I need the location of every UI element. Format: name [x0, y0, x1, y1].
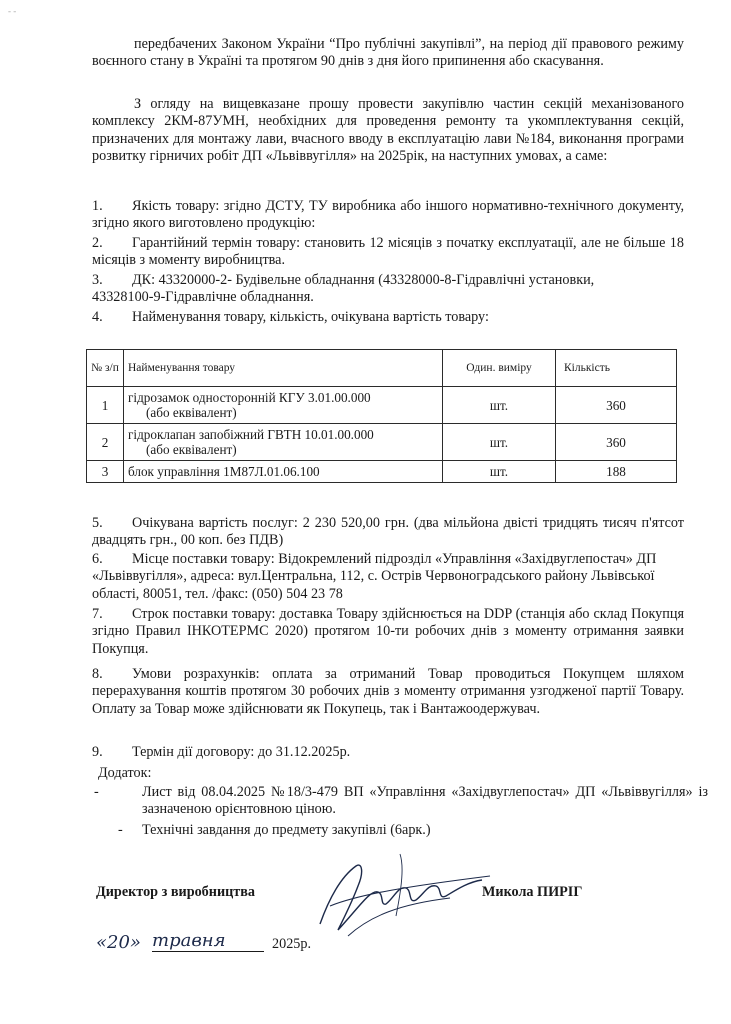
condition-number: 2.	[92, 235, 103, 251]
attachment-item	[118, 822, 684, 839]
condition-text: Місце поставки товару: Відокремлений підрозділ «Управління «Західвуглепостач» ДП «Львіввугілля», адреса: вул.Центральна, 112, с. Острів Червоноградського району Львівської області, 80051, тел. /факс: (050) 504 23 78	[92, 551, 657, 602]
attachments-label: Додаток:	[98, 765, 152, 781]
attachment-dash: -	[118, 822, 123, 838]
signature-block	[96, 874, 616, 910]
header-no: № з/п	[87, 350, 124, 387]
condition-text: Гарантійний термін товару: становить 12 місяців з початку експлуатації, але не більше 18 місяців з моменту виробництва.	[92, 235, 684, 269]
table-header-row	[87, 350, 677, 387]
header-unit: Один. виміру	[443, 350, 556, 387]
row-name-extra: (або еквівалент)	[146, 442, 237, 457]
condition-number: 5.	[92, 515, 103, 531]
attachment-text: Лист від 08.04.2025 №18/3-479 ВП «Управління «Західвуглепостач» ДП «Львіввугілля» із зазначеною орієнтовною ціною.	[142, 784, 708, 818]
row-name: гідроклапан запобіжний ГВТН 10.01.00.000	[128, 427, 374, 442]
row-unit: шт.	[443, 461, 556, 483]
row-no: 1	[87, 387, 124, 424]
condition-8	[92, 666, 684, 718]
goods-table	[86, 349, 677, 483]
condition-text: Термін дії договору: до 31.12.2025р.	[132, 744, 351, 760]
condition-5	[92, 515, 684, 550]
attachment-dash: -	[94, 784, 99, 800]
row-unit: шт.	[443, 424, 556, 461]
header-qty: Кількість	[556, 350, 677, 387]
condition-number: 4.	[92, 309, 103, 325]
row-qty: 360	[556, 387, 677, 424]
row-no: 3	[87, 461, 124, 483]
date-month: травня	[152, 930, 264, 952]
signature-date	[96, 932, 356, 958]
condition-3	[92, 272, 612, 307]
condition-text: Найменування товару, кількість, очікувана вартість товару:	[132, 309, 489, 325]
attachment-text: Технічні завдання до предмету закупівлі (6арк.)	[142, 822, 431, 838]
table-row	[87, 424, 677, 461]
condition-number: 6.	[92, 551, 103, 567]
row-unit: шт.	[443, 387, 556, 424]
condition-text: Умови розрахунків: оплата за отриманий Товар проводиться Покупцем шляхом перерахування коштів протягом 30 робочих днів з моменту отримання узгодженої партії Товару. Оплату за Товар може здійснювати як Покупець, так і Вантажоодержувач.	[92, 666, 684, 717]
condition-1	[92, 198, 684, 233]
date-day: «20»	[96, 932, 141, 953]
row-name-cell	[124, 461, 443, 483]
row-name-extra: (або еквівалент)	[146, 405, 237, 420]
date-year: 2025р.	[272, 936, 312, 952]
condition-number: 1.	[92, 198, 103, 214]
condition-text: ДК: 43320000-2- Будівельне обладнання (43328000-8-Гідравлічні установки, 43328100-9-Гідравлічне обладнання.	[92, 272, 595, 306]
header-name: Найменування товару	[124, 350, 443, 387]
condition-2	[92, 235, 684, 270]
condition-7	[92, 606, 684, 658]
signer-name: Микола ПИРІГ	[482, 884, 583, 900]
table-row	[87, 387, 677, 424]
row-no: 2	[87, 424, 124, 461]
table-row	[87, 461, 677, 483]
condition-number: 7.	[92, 606, 103, 622]
condition-number: 8.	[92, 666, 103, 682]
condition-text: Строк поставки товару: доставка Товару здійснюється на DDP (станція або склад Покупця згідно Правил ІНКОТЕРМС 2020) протягом 10-ти робочих днів з моменту отримання заявки Покупця.	[92, 606, 684, 657]
row-name: блок управління 1М87Л.01.06.100	[128, 464, 320, 479]
paragraph-continuation: передбачених Законом України “Про публічні закупівлі”, на період дії правового режиму воєнного стану в Україні та протягом 90 днів з дня його припинення або скасування.	[92, 36, 684, 70]
scan-corner-mark: - -	[8, 6, 17, 16]
paragraph-request: З огляду на вищевказане прошу провести закупівлю частин секцій механізованого комплексу 2КМ-87УМН, необхідних для проведення ремонту та укомплектування секцій, призначених для монтажу лави, вчасного вводу в експлуатацію лави №184, виконання програми розвитку гірничих робіт ДП «Львіввугілля» на 2025рік, на наступних умовах, а саме:	[92, 96, 684, 165]
attachment-item	[94, 784, 708, 819]
condition-text: Очікувана вартість послуг: 2 230 520,00 грн. (два мільйона двісті тридцять тисяч п'ятсот двадцять грн., 00 коп. без ПДВ)	[92, 515, 684, 549]
condition-4	[92, 309, 684, 326]
condition-number: 9.	[92, 744, 103, 760]
signer-position: Директор з виробництва	[96, 884, 256, 900]
row-name: гідрозамок односторонній КГУ 3.01.00.000	[128, 390, 371, 405]
condition-number: 3.	[92, 272, 103, 288]
condition-9	[92, 744, 684, 761]
row-qty: 188	[556, 461, 677, 483]
row-name-cell	[124, 387, 443, 424]
condition-6	[92, 551, 684, 603]
condition-text: Якість товару: згідно ДСТУ, ТУ виробника або іншого нормативно-технічного документу, згідно якого виготовлено продукцію:	[92, 198, 684, 232]
row-qty: 360	[556, 424, 677, 461]
row-name-cell	[124, 424, 443, 461]
